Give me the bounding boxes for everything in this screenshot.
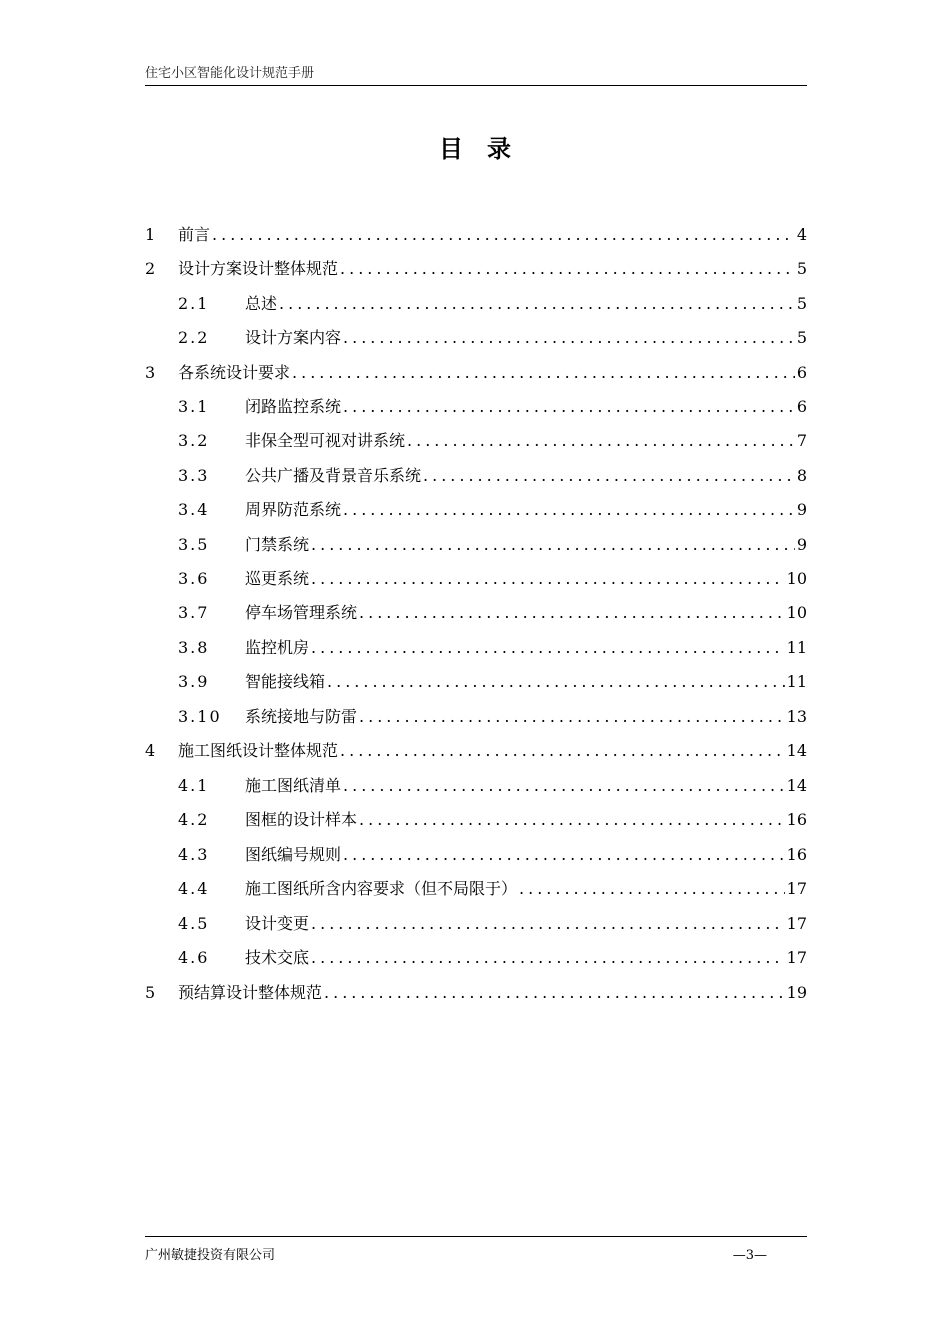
toc-entry-page: 4 <box>796 225 807 244</box>
toc-entry-page: 16 <box>786 845 807 864</box>
toc-dot-leader <box>340 739 785 763</box>
page-footer <box>145 1236 807 1263</box>
toc-dot-leader <box>327 670 785 694</box>
toc-dot-leader <box>407 429 795 453</box>
toc-entry-number: 4.3 <box>178 845 210 864</box>
toc-entry[interactable] <box>178 946 807 970</box>
toc-dot-leader <box>423 464 795 488</box>
toc-entry-page: 17 <box>786 879 807 898</box>
toc-entry-page: 9 <box>796 535 807 554</box>
toc-entry[interactable] <box>145 361 807 385</box>
toc-entry-page: 6 <box>796 363 807 382</box>
toc-entry-number: 4.2 <box>178 810 210 829</box>
toc-dot-leader <box>279 292 795 316</box>
toc-entry-label: 各系统设计要求 <box>178 363 291 382</box>
toc-entry[interactable] <box>178 292 807 316</box>
toc-entry[interactable] <box>178 808 807 832</box>
toc-entry-number: 3.1 <box>178 397 210 416</box>
toc-entry[interactable] <box>178 326 807 350</box>
toc-entry-label: 图框的设计样本 <box>245 810 358 829</box>
toc-entry-label: 预结算设计整体规范 <box>178 983 323 1002</box>
toc-dot-leader <box>343 326 795 350</box>
toc-entry-number: 3.4 <box>178 500 210 519</box>
toc-entry-page: 19 <box>786 983 807 1002</box>
toc-dot-leader <box>343 774 785 798</box>
toc-entry-page: 14 <box>786 776 807 795</box>
toc-entry[interactable] <box>145 739 807 763</box>
toc-entry-number: 2.2 <box>178 328 210 347</box>
toc-entry-label: 监控机房 <box>245 638 310 657</box>
toc-entry-label: 闭路监控系统 <box>245 397 342 416</box>
toc-entry-number: 3 <box>145 363 158 382</box>
toc-dot-leader <box>311 912 785 936</box>
toc-entry[interactable] <box>178 464 807 488</box>
toc-title: 目录 <box>439 134 535 163</box>
toc-entry[interactable] <box>178 774 807 798</box>
toc-entry[interactable] <box>178 912 807 936</box>
toc-dot-leader <box>359 808 785 832</box>
toc-entry-label: 门禁系统 <box>245 535 310 554</box>
toc-dot-leader <box>519 877 785 901</box>
toc-entry-page: 11 <box>786 638 807 657</box>
toc-entry[interactable] <box>145 257 807 281</box>
toc-dot-leader <box>343 498 795 522</box>
toc-dot-leader <box>311 567 785 591</box>
toc-dot-leader <box>359 601 785 625</box>
toc-entry-number: 5 <box>145 983 158 1002</box>
toc-entry[interactable] <box>145 981 807 1005</box>
toc-entry-page: 10 <box>786 569 807 588</box>
toc-entry-label: 周界防范系统 <box>245 500 342 519</box>
toc-entry[interactable] <box>178 533 807 557</box>
toc-entry-page: 16 <box>786 810 807 829</box>
toc-entry-label: 非保全型可视对讲系统 <box>245 431 406 450</box>
toc-entry-number: 4.5 <box>178 914 210 933</box>
toc-entry-label: 系统接地与防雷 <box>245 707 358 726</box>
footer-company: 广州敏捷投资有限公司 <box>145 1248 276 1263</box>
toc-entry[interactable] <box>178 877 807 901</box>
toc-entry-page: 17 <box>786 948 807 967</box>
toc-dot-leader <box>343 395 795 419</box>
toc-entry-page: 9 <box>796 500 807 519</box>
toc-entry-label: 设计变更 <box>245 914 310 933</box>
toc-entry[interactable] <box>178 601 807 625</box>
toc-entry-page: 5 <box>796 259 807 278</box>
toc-dot-leader <box>359 705 785 729</box>
toc-entry[interactable] <box>178 705 807 729</box>
toc-entry-number: 3.9 <box>178 672 210 691</box>
toc-entry-label: 设计方案内容 <box>245 328 342 347</box>
toc-entry-number: 1 <box>145 225 158 244</box>
toc-entry-label: 图纸编号规则 <box>245 845 342 864</box>
footer-page-number: —3— <box>732 1248 767 1263</box>
toc-entry-page: 14 <box>786 741 807 760</box>
toc-entry-page: 5 <box>796 328 807 347</box>
toc-entry-label: 设计方案设计整体规范 <box>178 259 339 278</box>
toc-entry[interactable] <box>178 395 807 419</box>
toc-entry[interactable] <box>178 498 807 522</box>
toc-dot-leader <box>311 636 785 660</box>
toc-entry[interactable] <box>145 223 807 247</box>
toc-entry-number: 3.5 <box>178 535 210 554</box>
toc-entry-label: 施工图纸设计整体规范 <box>178 741 339 760</box>
toc-dot-leader <box>311 946 785 970</box>
toc-entry-page: 6 <box>796 397 807 416</box>
toc-entry-number: 3.8 <box>178 638 210 657</box>
toc-entry-number: 2 <box>145 259 158 278</box>
toc-entry-number: 3.7 <box>178 603 210 622</box>
toc-entry-number: 4.6 <box>178 948 210 967</box>
toc-entry-page: 7 <box>796 431 807 450</box>
toc-entry[interactable] <box>178 636 807 660</box>
toc-dot-leader <box>212 223 795 247</box>
toc-entry[interactable] <box>178 567 807 591</box>
toc-dot-leader <box>340 257 795 281</box>
toc-entry-label: 前言 <box>178 225 211 244</box>
toc-dot-leader <box>311 533 795 557</box>
toc-entry-number: 4.4 <box>178 879 210 898</box>
toc-entry-number: 3.10 <box>178 707 222 726</box>
toc-entry-number: 4 <box>145 741 158 760</box>
toc-entry[interactable] <box>178 670 807 694</box>
toc-entry-page: 13 <box>786 707 807 726</box>
toc-entry[interactable] <box>178 843 807 867</box>
toc-dot-leader <box>292 361 795 385</box>
toc-entry-number: 3.2 <box>178 431 210 450</box>
toc-entry-page: 10 <box>786 603 807 622</box>
header-title: 住宅小区智能化设计规范手册 <box>145 66 315 81</box>
toc-entry-number: 3.6 <box>178 569 210 588</box>
toc-entry-page: 8 <box>796 466 807 485</box>
toc-entry-label: 施工图纸所含内容要求（但不局限于） <box>245 879 518 898</box>
page-header <box>145 66 807 86</box>
toc-entry-page: 17 <box>786 914 807 933</box>
toc-entry-label: 停车场管理系统 <box>245 603 358 622</box>
toc-entry-page: 11 <box>786 672 807 691</box>
toc-dot-leader <box>324 981 785 1005</box>
toc-entry-number: 2.1 <box>178 294 210 313</box>
toc-entry-label: 总述 <box>245 294 278 313</box>
toc-entry-label: 技术交底 <box>245 948 310 967</box>
toc-entry-label: 巡更系统 <box>245 569 310 588</box>
toc-entry-page: 5 <box>796 294 807 313</box>
toc-entry-number: 4.1 <box>178 776 210 795</box>
toc-entry-label: 智能接线箱 <box>245 672 326 691</box>
toc-entry[interactable] <box>178 429 807 453</box>
toc-entry-label: 公共广播及背景音乐系统 <box>245 466 422 485</box>
toc-dot-leader <box>343 843 785 867</box>
toc-entry-number: 3.3 <box>178 466 210 485</box>
toc-entry-label: 施工图纸清单 <box>245 776 342 795</box>
